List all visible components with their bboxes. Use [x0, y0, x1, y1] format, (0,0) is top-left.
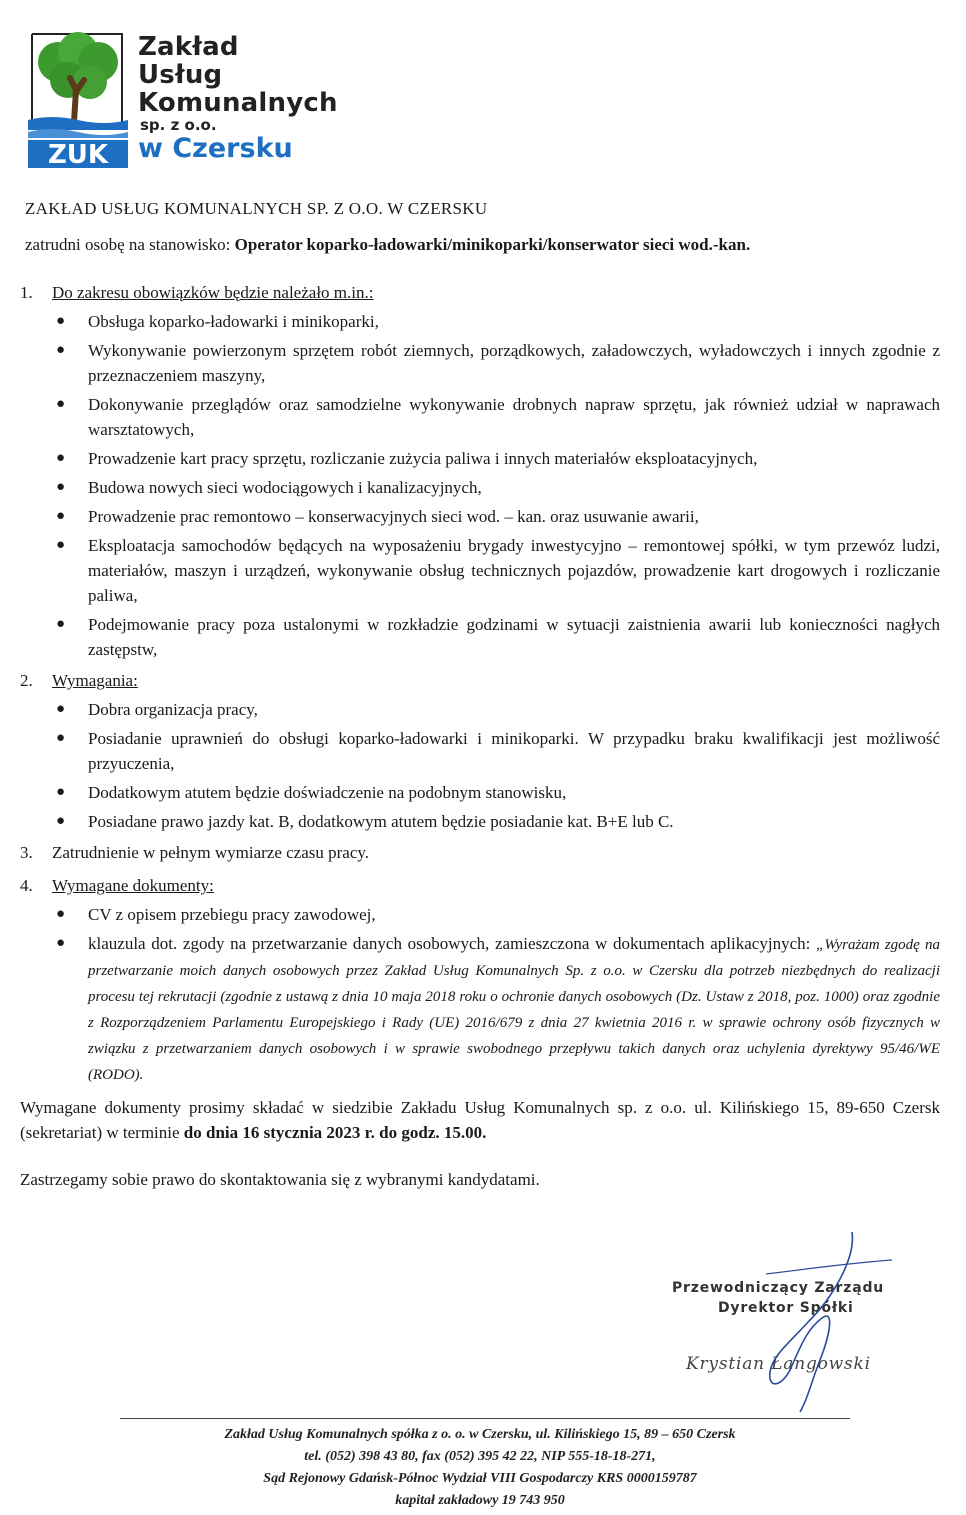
list-item: ● Budowa nowych sieci wodociągowych i kanalizacyjnych,: [56, 475, 940, 500]
bullet-icon: ●: [56, 813, 66, 829]
list-item: ● Obsługa koparko-ładowarki i minikoparki,: [56, 309, 940, 334]
submission-text: Wymagane dokumenty prosimy składać w siedzibie Zakładu Usług Komunalnych sp. z o.o. ul. Kilińskiego 15, 89-650 Czersk (sekretariat) w terminie: [20, 1098, 940, 1142]
bullet-icon: ●: [56, 730, 66, 746]
section-employment: [20, 840, 940, 865]
list-item: [56, 931, 940, 1087]
bullet-icon: ●: [56, 701, 66, 717]
company-name: ZAKŁAD USŁUG KOMUNALNYCH SP. Z O.O. W CZERSKU: [25, 199, 488, 218]
bullet-icon: ●: [56, 479, 66, 495]
section-duties: [20, 280, 940, 305]
logo-wordmark: [138, 34, 338, 162]
bullet-icon: ●: [56, 935, 66, 951]
list-item: ● Dokonywanie przeglądów oraz samodzielne wykonywanie drobnych napraw sprzętu, jak również udział w naprawach warsztatowych,: [56, 392, 940, 442]
list-item: ● Dodatkowym atutem będzie doświadczenie na podobnym stanowisku,: [56, 780, 940, 805]
signatory-role-1: Przewodniczący Zarządu: [672, 1280, 885, 1296]
section-number: 3.: [20, 843, 33, 862]
bullet-icon: ●: [56, 784, 66, 800]
footer-line-1: Zakład Usług Komunalnych spółka z o. o. w Czersku, ul. Kilińskiego 15, 89 – 650 Czersk: [224, 1427, 736, 1442]
hiring-prefix: zatrudni osobę na stanowisko:: [25, 235, 235, 254]
document-body: [20, 280, 940, 1192]
tree-logo-icon: [26, 30, 130, 170]
hiring-statement: [25, 235, 750, 255]
logo-line-5: w Czersku: [138, 133, 293, 164]
list-item: ● Posiadanie uprawnień do obsługi koparko-ładowarki i minikoparki. W przypadku braku kwalifikacji jest możliwość przyuczenia,: [56, 726, 940, 776]
list-item: ● Eksploatacja samochodów będących na wyposażeniu brygady inwestycyjno – remontowej spółki, w tym przewóz ludzi, materiałów, maszyn i urządzeń, wykonywanie obsług technicznych pojazdów, prowadzenie kart drogowych i rozliczanie paliwa,: [56, 533, 940, 608]
bullet-icon: ●: [56, 508, 66, 524]
list-item: ● Posiadane prawo jazdy kat. B, dodatkowym atutem będzie posiadanie kat. B+E lub C.: [56, 809, 940, 834]
section-documents: [20, 873, 940, 898]
bullet-icon: ●: [56, 450, 66, 466]
consent-clause: „Wyrażam zgodę na przetwarzanie moich danych osobowych przez Zakład Usług Komunalnych Sp. z o.o. w Czersku dla potrzeb niezbędnych do realizacji procesu tej rekrutacji (zgodnie z ustawą z dnia 10 maja 2018 roku o ochronie danych osobowych (Dz. Ustaw z 2018, poz. 1000) oraz zgodnie z Rozporządzeniem Parlamentu Europejskiego i Rady (UE) 2016/679 z dnia 27 kwietnia 2016 r. w sprawie ochrony osób fizycznych w związku z przetwarzaniem danych osobowych i w sprawie swobodnego przepływu takich danych oraz uchylenia dyrektywy 95/46/WE (RODO).: [88, 937, 940, 1083]
footer-divider: [120, 1418, 850, 1419]
section-title: Do zakresu obowiązków będzie należało m.in.:: [52, 283, 374, 302]
list-item: ● Prowadzenie kart pracy sprzętu, rozliczanie zużycia paliwa i innych materiałów eksploatacyjnych,: [56, 446, 940, 471]
signature-block: [660, 1270, 940, 1410]
section-number: 1.: [20, 283, 33, 302]
section-number: 2.: [20, 671, 33, 690]
footer-line-4: kapitał zakładowy 19 743 950: [395, 1493, 565, 1508]
bullet-icon: ●: [56, 906, 66, 922]
list-item: ● Dobra organizacja pracy,: [56, 697, 940, 722]
list-item: ● CV z opisem przebiegu pracy zawodowej,: [56, 902, 940, 927]
section-requirements: [20, 668, 940, 693]
list-item: ● Podejmowanie pracy poza ustalonymi w rozkładzie godzinami w sytuacji zaistnienia awarii lub konieczności nagłych zastępstw,: [56, 612, 940, 662]
submission-info: [20, 1095, 940, 1145]
footer-line-3: Sąd Rejonowy Gdańsk-Północ Wydział VIII Gospodarczy KRS 0000159787: [263, 1471, 697, 1486]
job-position: Operator koparko-ładowarki/minikoparki/konserwator sieci wod.-kan.: [234, 235, 751, 254]
bullet-icon: ●: [56, 313, 66, 329]
signatory-name: Krystian Łangowski: [686, 1354, 871, 1374]
consent-prefix: klauzula dot. zgody na przetwarzanie danych osobowych, zamieszczona w dokumentach aplikacyjnych:: [88, 934, 817, 953]
footer-line-2: tel. (052) 398 43 80, fax (052) 395 42 22, NIP 555-18-18-271,: [304, 1449, 656, 1464]
documents-list: [20, 902, 940, 1087]
logo-line-1: Zakład: [138, 32, 239, 62]
section-number: 4.: [20, 876, 33, 895]
bullet-icon: ●: [56, 396, 66, 412]
bullet-icon: ●: [56, 342, 66, 358]
logo-mark-text: ZUK: [47, 140, 109, 170]
list-item: ● Wykonywanie powierzonym sprzętem robót ziemnych, porządkowych, załadowczych, wyładowczych i innych zgodnie z przeznaczeniem maszyny,: [56, 338, 940, 388]
logo-line-4: sp. z o.o.: [140, 116, 217, 134]
bullet-icon: ●: [56, 537, 66, 553]
company-logo: [26, 30, 346, 180]
bullet-icon: ●: [56, 616, 66, 632]
logo-line-3: Komunalnych: [138, 88, 338, 118]
section-title: Wymagane dokumenty:: [52, 876, 214, 895]
page-footer: [70, 1424, 890, 1512]
list-item: ● Prowadzenie prac remontowo – konserwacyjnych sieci wod. – kan. oraz usuwanie awarii,: [56, 504, 940, 529]
requirements-list: [20, 697, 940, 834]
section-text: Zatrudnienie w pełnym wymiarze czasu pracy.: [52, 843, 370, 862]
signatory-role-2: Dyrektor Spółki: [718, 1300, 854, 1316]
duties-list: [20, 309, 940, 662]
handwritten-signature-icon: [660, 1230, 940, 1420]
section-title: Wymagania:: [52, 671, 138, 690]
submission-deadline: do dnia 16 stycznia 2023 r. do godz. 15.00.: [183, 1123, 487, 1142]
logo-line-2: Usług: [138, 60, 223, 90]
reservation-note: Zastrzegamy sobie prawo do skontaktowania się z wybranymi kandydatami.: [20, 1170, 540, 1189]
